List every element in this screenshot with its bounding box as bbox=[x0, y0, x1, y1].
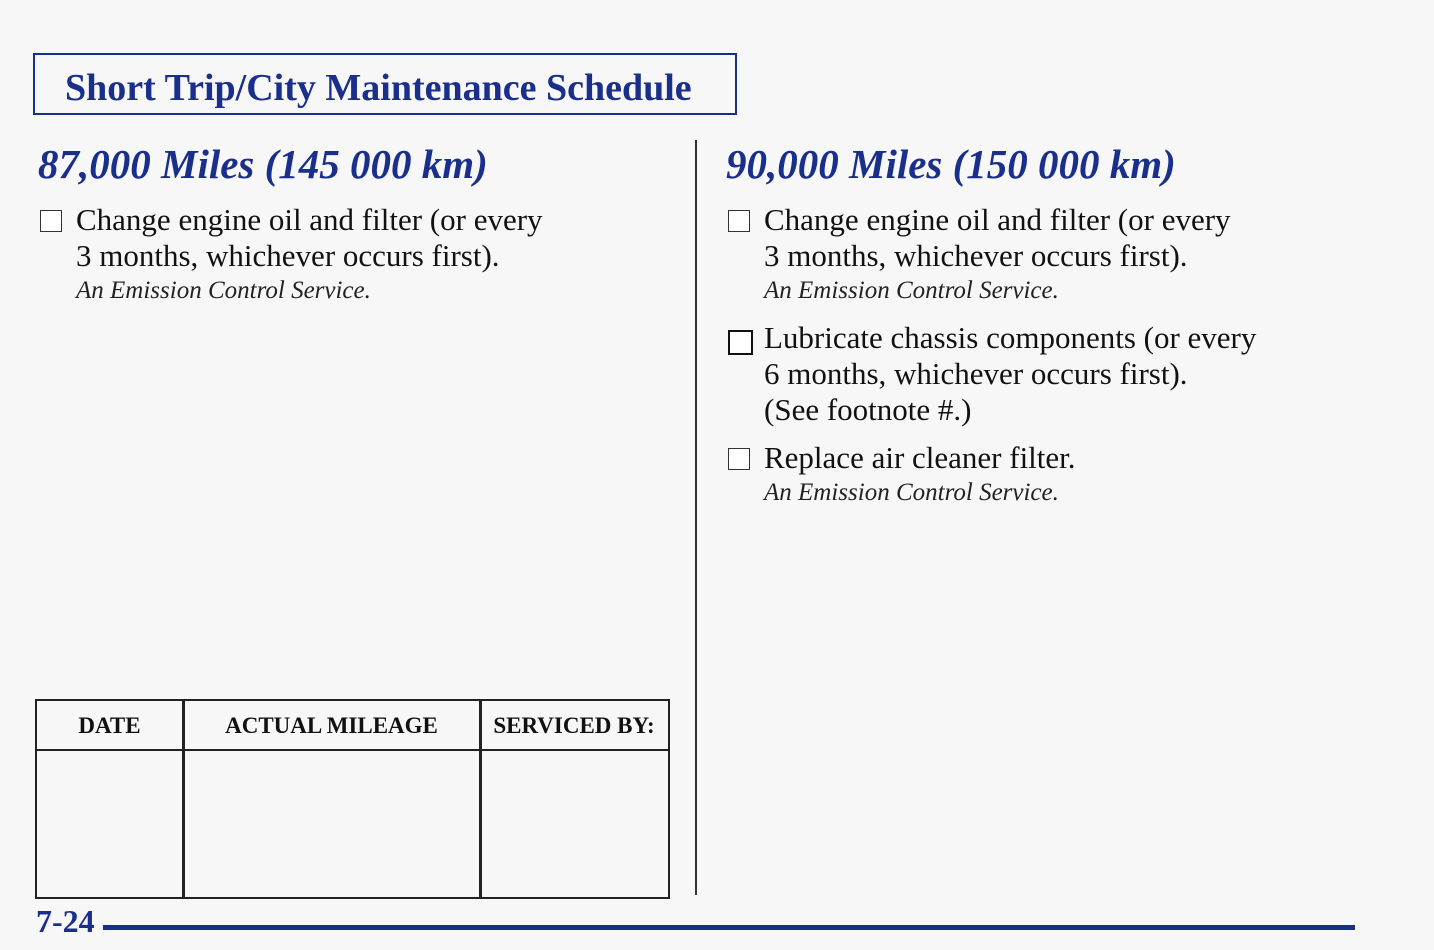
page-number: 7-24 bbox=[36, 903, 95, 939]
task-text-line: 3 months, whichever occurs first). bbox=[76, 238, 500, 273]
footer-rule bbox=[103, 925, 1355, 930]
task-text-line: Lubricate chassis components (or every bbox=[764, 320, 1257, 355]
left-column bbox=[38, 140, 678, 308]
task-text-line: Change engine oil and filter (or every bbox=[76, 202, 543, 237]
task-checkbox[interactable] bbox=[728, 210, 750, 232]
task-note: An Emission Control Service. bbox=[764, 479, 1059, 506]
task-text-line: 3 months, whichever occurs first). bbox=[764, 238, 1188, 273]
task-checkbox[interactable] bbox=[40, 210, 62, 232]
task-item bbox=[726, 320, 1416, 428]
column-divider bbox=[695, 140, 697, 895]
task-item bbox=[38, 202, 678, 308]
task-text-line: 6 months, whichever occurs first). bbox=[764, 356, 1188, 391]
right-column bbox=[726, 140, 1416, 510]
section-title-box bbox=[33, 53, 737, 115]
header-date: DATE bbox=[78, 713, 141, 738]
service-record-table bbox=[35, 699, 670, 899]
mileage-heading-left: 87,000 Miles (145 000 km) bbox=[38, 141, 488, 187]
task-item bbox=[726, 202, 1416, 308]
task-note: An Emission Control Service. bbox=[76, 277, 371, 304]
task-text-line: Change engine oil and filter (or every bbox=[764, 202, 1231, 237]
section-title: Short Trip/City Maintenance Schedule bbox=[65, 67, 692, 109]
task-checkbox[interactable] bbox=[728, 330, 753, 355]
task-checkbox[interactable] bbox=[728, 448, 750, 470]
task-note: An Emission Control Service. bbox=[764, 277, 1059, 304]
header-serviced-by: SERVICED BY: bbox=[493, 713, 655, 738]
task-text-line: Replace air cleaner filter. bbox=[764, 440, 1076, 475]
task-text-line: (See footnote #.) bbox=[764, 392, 972, 427]
header-actual-mileage: ACTUAL MILEAGE bbox=[225, 713, 438, 738]
mileage-heading-right: 90,000 Miles (150 000 km) bbox=[726, 141, 1176, 187]
task-item bbox=[726, 440, 1416, 510]
